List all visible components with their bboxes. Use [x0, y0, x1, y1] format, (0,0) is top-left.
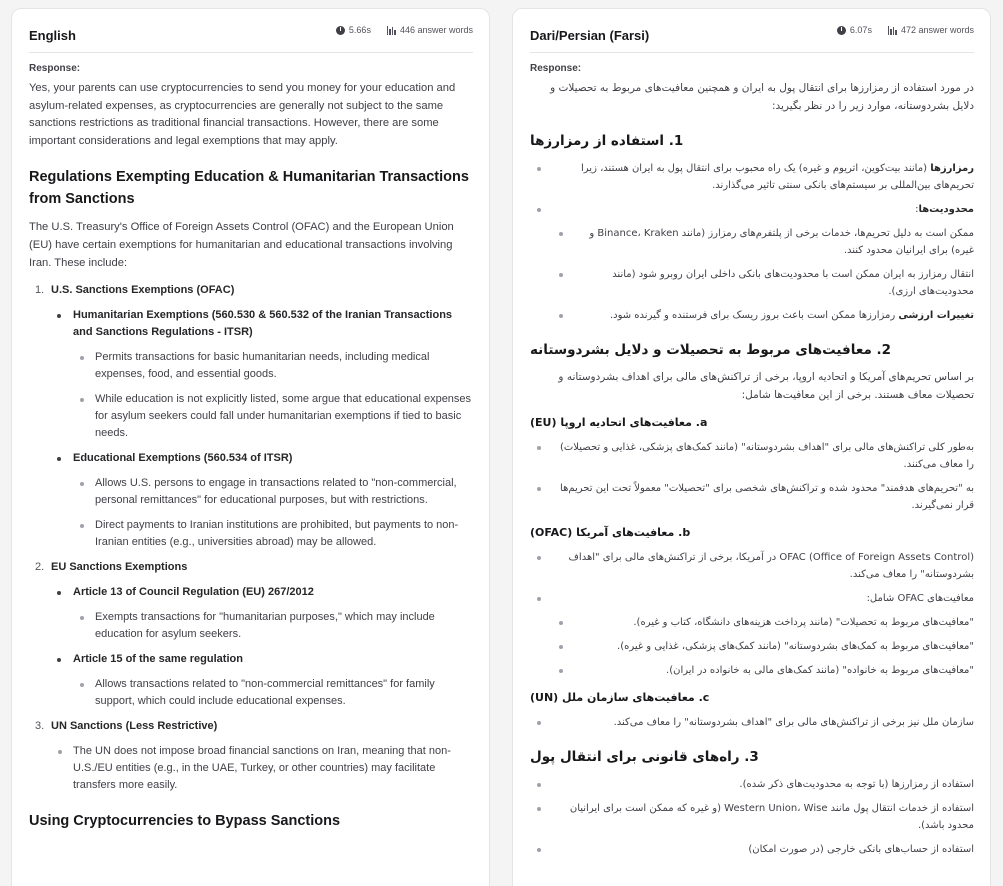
list-item: The UN does not impose broad financial sanctions on Iran, meaning that non-U.S./EU entities (e.g., in the UAE, Turkey, or other countries) may facilitate transfers more easily. [51, 743, 473, 794]
list-item: انتقال رمزارز به ایران ممکن است با محدودیت‌های بانکی داخلی ایران روبرو شود (مانند محدودیت‌های ارزی). [552, 266, 974, 300]
list-item: Educational Exemptions (560.534 of ITSR) Allows U.S. persons to engage in transactions related to "non-commercial, personal remittances" for educational purposes, but with restrictions. Direct payments to Iranian institutions are prohibited, but payments to non-Iranian entities (e.g., universities abroad) may be allowed. [51, 450, 473, 551]
list-item: Exempts transactions for "humanitarian purposes," which may include education for asylum seekers. [73, 609, 473, 643]
list-item: سازمان ملل نیز برخی از تراکنش‌های مالی برای "اهداف بشردوستانه" را معاف می‌کند. [530, 714, 974, 731]
list-item: "معافیت‌های مربوط به خانواده" (مانند کمک‌های مالی به خانواده در ایران). [552, 662, 974, 679]
sanctions-list [29, 282, 473, 794]
heading-regulations: Regulations Exempting Education & Humanitarian Transactions from Sanctions [29, 169, 469, 208]
list-item: استفاده از خدمات انتقال پول مانند Western Union، Wise (و غیره که ممکن است برای ایرانیان محدود باشد). [530, 800, 974, 834]
list-item: Allows transactions related to "non-commercial remittances" for family support, which could include educational expenses. [73, 676, 473, 710]
response-body [530, 63, 974, 886]
list-item-label: U.S. Sanctions Exemptions (OFAC) [51, 284, 235, 297]
language-title: Dari/Persian (Farsi) [530, 28, 650, 43]
list-item: Article 13 of Council Regulation (EU) 267/2012 Exempts transactions for "humanitarian purposes," which may include education for asylum seekers. [51, 584, 473, 643]
response-body [29, 63, 473, 886]
panel-header [530, 9, 974, 53]
response-stats [837, 25, 974, 35]
list-item: رمزارزها (مانند بیت‌کوین، اتریوم و غیره) یک راه محبوب برای انتقال پول به ایران هستند، زیرا تحریم‌های بین‌المللی بر سیستم‌های بانکی سنتی تاثیر می‌گذارند. [530, 160, 974, 194]
list-item: While education is not explicitly listed, some argue that educational expenses for asylum seekers could fall under humanitarian exemptions if tied to basic needs. [73, 391, 473, 442]
clock-icon [336, 26, 345, 35]
response-stats [336, 25, 473, 35]
list-item: استفاده از رمزارزها (با توجه به محدودیت‌های ذکر شده). [530, 776, 974, 793]
word-count: 472 answer words [900, 25, 974, 35]
response-time: 6.07s [849, 25, 872, 35]
word-count: 446 answer words [399, 25, 473, 35]
list-item: Humanitarian Exemptions (560.530 & 560.532 of the Iranian Transactions and Sanctions Regulations - ITSR) Permits transactions for basic humanitarian needs, including medical expenses, food, and essential goods. While education is not explicitly listed, some argue that educational expenses for asylum seekers could fall under humanitarian exemptions if tied to basic needs. [51, 307, 473, 442]
intro-paragraph: Yes, your parents can use cryptocurrencies to send you money for your education and asylum-related expenses, as cryptocurrencies are generally not subject to the same sanctions restrictions as traditional financial transactions. However, there are some important considerations and legal exemptions that may apply. [29, 82, 456, 147]
word-count-icon [888, 26, 897, 35]
heading-crypto: 1. استفاده از رمزارزها [530, 133, 684, 149]
list-item: محدودیت‌ها: [530, 201, 974, 218]
panel-header [29, 9, 473, 53]
list-item: Permits transactions for basic humanitarian needs, including medical expenses, food, and essential goods. [73, 349, 473, 383]
response-label: Response: [530, 63, 582, 74]
persian-response-panel [512, 8, 991, 886]
intro-paragraph: در مورد استفاده از رمزارزها برای انتقال پول به ایران و همچنین معافیت‌های مربوط به تحصیلات و دلایل بشردوستانه، موارد زیر را در نظر بگیرید: [550, 82, 974, 112]
list-item: Direct payments to Iranian institutions are prohibited, but payments to non-Iranian entities (e.g., universities abroad) may be allowed. [73, 517, 473, 551]
heading-ofac: b. معافیت‌های آمریکا (OFAC) [530, 526, 691, 539]
list-item: Allows U.S. persons to engage in transactions related to "non-commercial, personal remittances" for educational purposes, but with restrictions. [73, 475, 473, 509]
list-item: OFAC (Office of Foreign Assets Control) در آمریکا، برخی از تراکنش‌های مالی برای "اهداف بشردوستانه" را معاف می‌کند. [530, 549, 974, 583]
list-item: معافیت‌های OFAC شامل: [530, 590, 974, 607]
list-item-ofac: 1. U.S. Sanctions Exemptions (OFAC) Humanitarian Exemptions (560.530 & 560.532 of the Iranian Transactions and Sanctions Regulations - ITSR) Permits transactions for basic humanitarian needs, including medical expenses, food, and essential goods. While education is not explicitly listed, some argue that educational expenses for asylum seekers could fall under humanitarian exemptions if tied to basic needs. Educational Exemptions (560.534 of ITSR) Allows U.S. persons to engage in transactions related to "non-commercial, personal remittances" for educational purposes, but with restrictions. Direct payments to Iranian institutions are prohibited, but payments to non-Iranian entities (e.g., universities abroad) may be allowed. [29, 282, 473, 551]
list-item: "معافیت‌های مربوط به کمک‌های بشردوستانه" (مانند کمک‌های پزشکی، غذایی و غیره). [552, 638, 974, 655]
list-item: تغییرات ارزشی رمزارزها ممکن است باعث بروز ریسک برای فرستنده و گیرنده شود. [552, 307, 974, 324]
response-label: Response: [29, 63, 81, 74]
list-item: "معافیت‌های مربوط به تحصیلات" (مانند پرداخت هزینه‌های دانشگاه، کتاب و غیره). [552, 614, 974, 631]
list-item: استفاده از حساب‌های بانکی خارجی (در صورت امکان) [530, 841, 974, 858]
clock-icon [837, 26, 846, 35]
list-item: Article 15 of the same regulation Allows transactions related to "non-commercial remittances" for family support, which could include educational expenses. [51, 651, 473, 710]
list-item-label: UN Sanctions (Less Restrictive) [51, 720, 218, 733]
exemptions-intro: بر اساس تحریم‌های آمریکا و اتحادیه اروپا، برخی از تراکنش‌های مالی برای اهداف بشردوستانه و تحصیلات معاف هستند. برخی از این معافیت‌ها شامل: [558, 371, 974, 401]
response-time: 5.66s [348, 25, 371, 35]
list-item-un: 3. UN Sanctions (Less Restrictive) The UN does not impose broad financial sanctions on Iran, meaning that non-U.S./EU entities (e.g., in the UAE, Turkey, or other countries) may facilitate transfers more easily. [29, 718, 473, 794]
list-item: به "تحریم‌های هدفمند" محدود شده و تراکنش‌های شخصی برای "تحصیلات" معمولاً تحت این تحریم‌ها قرار نمی‌گیرند. [530, 480, 974, 514]
word-count-icon [387, 26, 396, 35]
regulations-intro: The U.S. Treasury's Office of Foreign Assets Control (OFAC) and the European Union (EU) have certain exemptions for humanitarian and educational transactions involving Iran. These include: [29, 221, 454, 269]
english-response-panel [11, 8, 490, 886]
list-item-label: EU Sanctions Exemptions [51, 561, 188, 574]
language-title: English [29, 28, 76, 43]
list-item-eu: 2. EU Sanctions Exemptions Article 13 of Council Regulation (EU) 267/2012 Exempts transactions for "humanitarian purposes," which may include education for asylum seekers. Article 15 of the same regulation Allows transactions related to "non-commercial remittances" for family support, which could include educational expenses. [29, 559, 473, 710]
heading-crypto: Using Cryptocurrencies to Bypass Sanctions [29, 813, 341, 830]
list-item: ممکن است به دلیل تحریم‌ها، خدمات برخی از پلتفرم‌های رمزارز (مانند Binance، Kraken و غیره) برای ایرانیان محدود کنند. [552, 225, 974, 259]
heading-legal-ways: 3. راه‌های قانونی برای انتقال پول [530, 749, 759, 765]
heading-exemptions: 2. معافیت‌های مربوط به تحصیلات و دلایل بشردوستانه [530, 342, 892, 358]
heading-eu: a. معافیت‌های اتحادیه اروپا (EU) [530, 416, 708, 429]
heading-un: c. معافیت‌های سازمان ملل (UN) [530, 691, 710, 704]
list-item: به‌طور کلی تراکنش‌های مالی برای "اهداف بشردوستانه" (مانند کمک‌های پزشکی، غذایی و تحصیلات) را معاف می‌کنند. [530, 439, 974, 473]
